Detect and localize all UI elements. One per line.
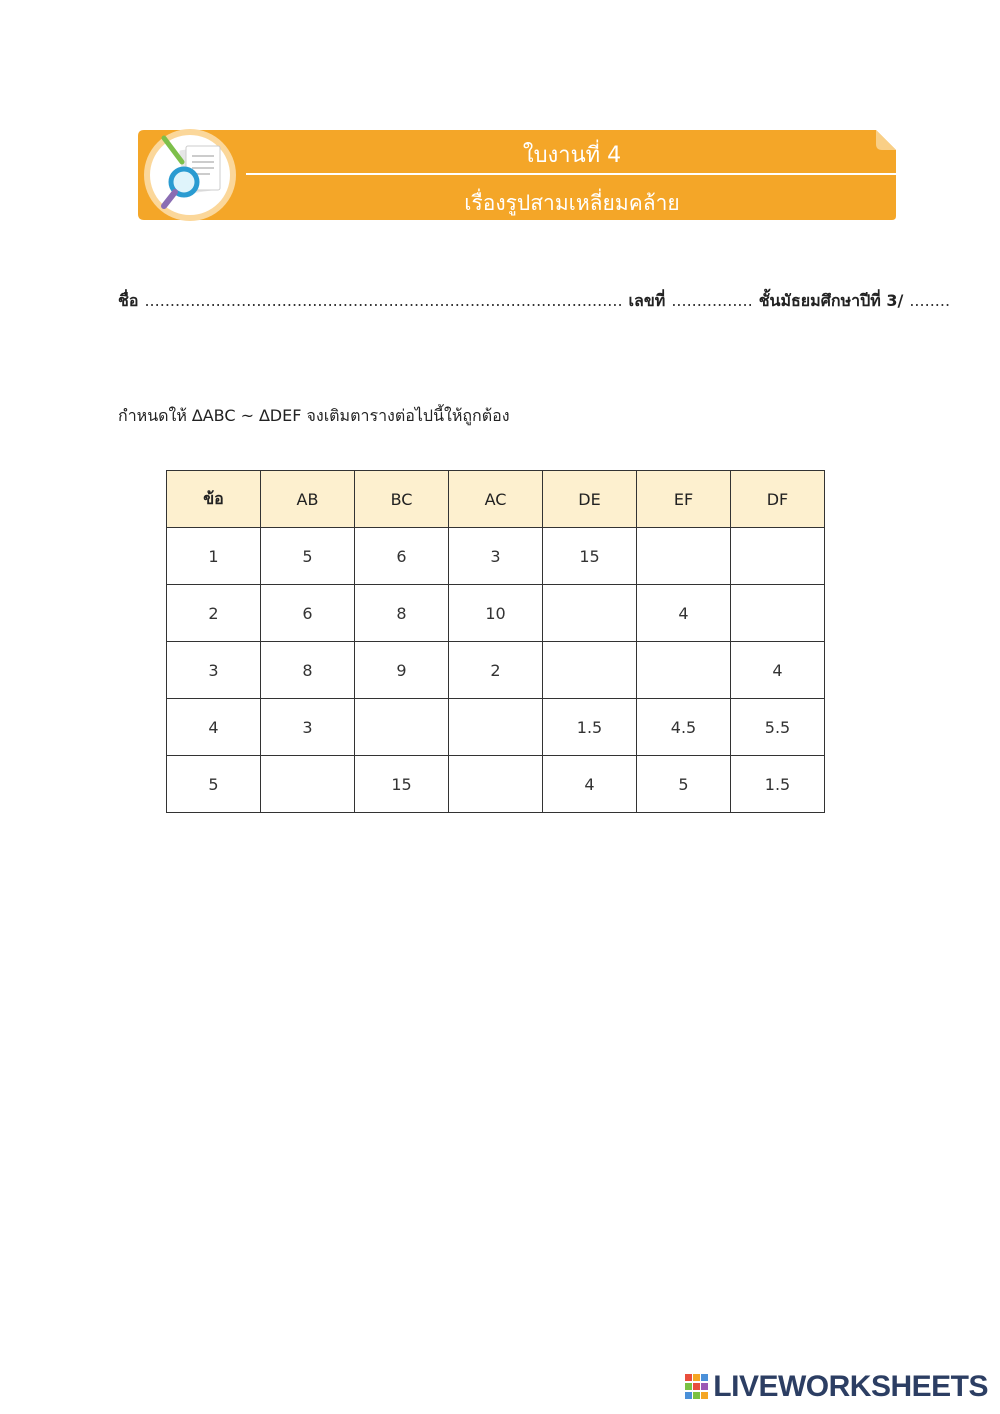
table-cell: 8 <box>355 585 449 642</box>
table-cell: 5 <box>167 756 261 813</box>
table-cell: 1.5 <box>731 756 825 813</box>
table-cell: 5 <box>637 756 731 813</box>
table-cell: 1 <box>167 528 261 585</box>
table-cell: 15 <box>543 528 637 585</box>
worksheet-subtitle: เรื่องรูปสามเหลี่ยมคล้าย <box>464 191 680 215</box>
number-label: เลขที่ <box>628 291 666 310</box>
answer-cell[interactable] <box>355 699 449 756</box>
table-cell: 4.5 <box>637 699 731 756</box>
answer-cell[interactable] <box>543 642 637 699</box>
column-header-item: ข้อ <box>167 471 261 528</box>
table-cell: 6 <box>261 585 355 642</box>
table-cell: 5 <box>261 528 355 585</box>
magnifier-document-icon <box>142 128 246 222</box>
table-cell: 15 <box>355 756 449 813</box>
brand-name: LIVEWORKSHEETS <box>713 1370 988 1403</box>
worksheet-banner <box>136 128 898 222</box>
similar-triangles-table <box>166 470 825 813</box>
table-cell: 4 <box>167 699 261 756</box>
table-cell: 2 <box>449 642 543 699</box>
table-cell: 9 <box>355 642 449 699</box>
table-cell: 10 <box>449 585 543 642</box>
answer-cell[interactable] <box>637 642 731 699</box>
answer-cell[interactable] <box>637 528 731 585</box>
instruction-text: กำหนดให้ ∆ABC ~ ∆DEF จงเติมตารางต่อไปนี้ให้ถูกต้อง <box>118 406 510 425</box>
answer-cell[interactable] <box>731 585 825 642</box>
table-row <box>167 756 825 813</box>
table-cell: 6 <box>355 528 449 585</box>
table-row <box>167 642 825 699</box>
table-header-row <box>167 471 825 528</box>
liveworksheets-logo-icon <box>685 1374 709 1400</box>
column-header-ab: AB <box>261 471 355 528</box>
table-cell: 3 <box>167 642 261 699</box>
name-field[interactable]: .............................................................................................. <box>144 291 623 310</box>
answer-cell[interactable] <box>543 585 637 642</box>
table-cell: 3 <box>261 699 355 756</box>
table-cell: 4 <box>543 756 637 813</box>
table-cell: 5.5 <box>731 699 825 756</box>
column-header-ac: AC <box>449 471 543 528</box>
column-header-ef: EF <box>637 471 731 528</box>
name-label: ชื่อ <box>118 291 139 310</box>
table-cell: 2 <box>167 585 261 642</box>
answer-cell[interactable] <box>449 756 543 813</box>
table-cell: 4 <box>637 585 731 642</box>
class-label: ชั้นมัธยมศึกษาปีที่ 3/ <box>758 291 904 310</box>
student-info-line <box>118 286 951 316</box>
column-header-bc: BC <box>355 471 449 528</box>
answer-cell[interactable] <box>731 528 825 585</box>
table-cell: 1.5 <box>543 699 637 756</box>
column-header-de: DE <box>543 471 637 528</box>
table-cell: 4 <box>731 642 825 699</box>
table-row <box>167 699 825 756</box>
liveworksheets-logo[interactable] <box>685 1370 988 1404</box>
table-row <box>167 528 825 585</box>
table-row <box>167 585 825 642</box>
answer-cell[interactable] <box>449 699 543 756</box>
table-cell: 3 <box>449 528 543 585</box>
class-field[interactable]: ........ <box>909 291 951 310</box>
answer-cell[interactable] <box>261 756 355 813</box>
worksheet-title: ใบงานที่ 4 <box>522 143 622 168</box>
column-header-df: DF <box>731 471 825 528</box>
table-cell: 8 <box>261 642 355 699</box>
number-field[interactable]: ................ <box>671 291 753 310</box>
